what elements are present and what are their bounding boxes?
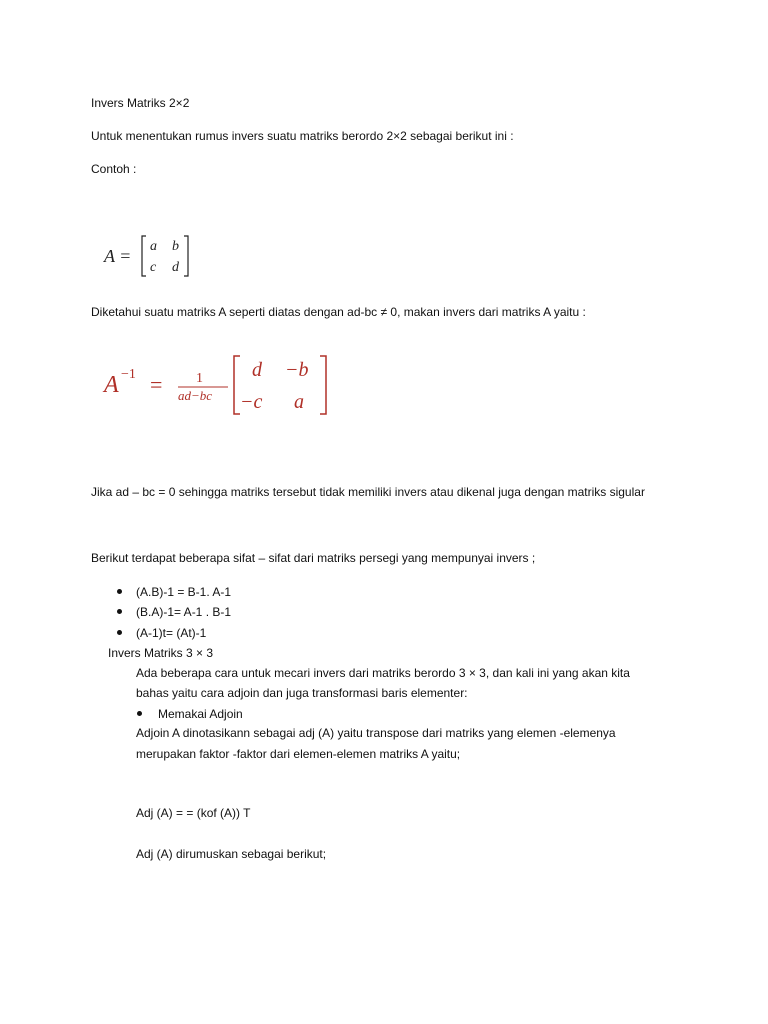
- inverse-formula-image: [100, 352, 340, 418]
- section3-paragraph-line1: Ada beberapa cara untuk mecari invers dari matriks berordo 3 × 3, dan kali ini yang akan kita: [136, 666, 630, 680]
- matrix-a-lhs: A =: [104, 246, 132, 266]
- bullet-memakai-adjoin: Memakai Adjoin: [158, 707, 243, 721]
- right-bracket: [184, 236, 188, 276]
- bullet-dot: [117, 609, 122, 614]
- matrix-a-image: [100, 230, 200, 280]
- inverse-lhs-base: A: [104, 372, 119, 398]
- inverse-entry-a: a: [294, 391, 304, 413]
- matrix-a-entry-b: b: [172, 239, 179, 254]
- inverse-entry-d: d: [252, 359, 262, 381]
- adj-formula-description: Adj (A) dirumuskan sebagai berikut;: [136, 847, 327, 861]
- adjoin-paragraph-line1: Adjoin A dinotasikann sebagai adj (A) yaitu transpose dari matriks yang elemen -elemenya: [136, 726, 616, 740]
- known-paragraph: Diketahui suatu matriks A seperti diatas dengan ad-bc ≠ 0, makan invers dari matriks A yaitu :: [91, 305, 586, 319]
- contoh-label: Contoh :: [91, 162, 137, 176]
- adj-formula: Adj (A) = = (kof (A)) T: [136, 806, 251, 820]
- intro-paragraph: Untuk menentukan rumus invers suatu matriks berordo 2×2 sebagai berikut ini :: [91, 129, 514, 143]
- fraction-numerator: 1: [196, 371, 203, 386]
- property-item-2: (B.A)-1= A-1 . B-1: [136, 605, 232, 619]
- matrix-a-entry-a: a: [150, 239, 157, 254]
- section3-paragraph-line2: bahas yaitu cara adjoin dan juga transformasi baris elementer:: [136, 686, 468, 700]
- bullet-dot: [117, 630, 122, 635]
- bullet-dot: [137, 711, 142, 716]
- properties-intro: Berikut terdapat beberapa sifat – sifat dari matriks persegi yang mempunyai invers ;: [91, 551, 536, 565]
- fraction-denominator: ad−bc: [178, 388, 213, 403]
- matrix-a-entry-d: d: [172, 260, 179, 275]
- property-item-3: (A-1)t= (At)-1: [136, 626, 207, 640]
- inverse-lhs-exponent: −1: [121, 367, 136, 382]
- inverse-entry-neg-b: −b: [285, 359, 309, 381]
- heading-invers-3x3: Invers Matriks 3 × 3: [108, 646, 214, 660]
- property-item-1: (A.B)-1 = B-1. A-1: [136, 585, 232, 599]
- bullet-dot: [117, 589, 122, 594]
- heading-invers-2x2: Invers Matriks 2×2: [91, 96, 190, 110]
- matrix-a-entry-c: c: [150, 260, 157, 275]
- inverse-entry-neg-c: −c: [240, 391, 263, 413]
- inverse-right-bracket: [320, 356, 326, 414]
- left-bracket: [142, 236, 146, 276]
- inverse-equals: =: [150, 372, 163, 397]
- singular-paragraph: Jika ad – bc = 0 sehingga matriks tersebut tidak memiliki invers atau dikenal juga dengan matriks sigular: [91, 485, 645, 499]
- adjoin-paragraph-line2: merupakan faktor -faktor dari elemen-elemen matriks A yaitu;: [136, 747, 461, 761]
